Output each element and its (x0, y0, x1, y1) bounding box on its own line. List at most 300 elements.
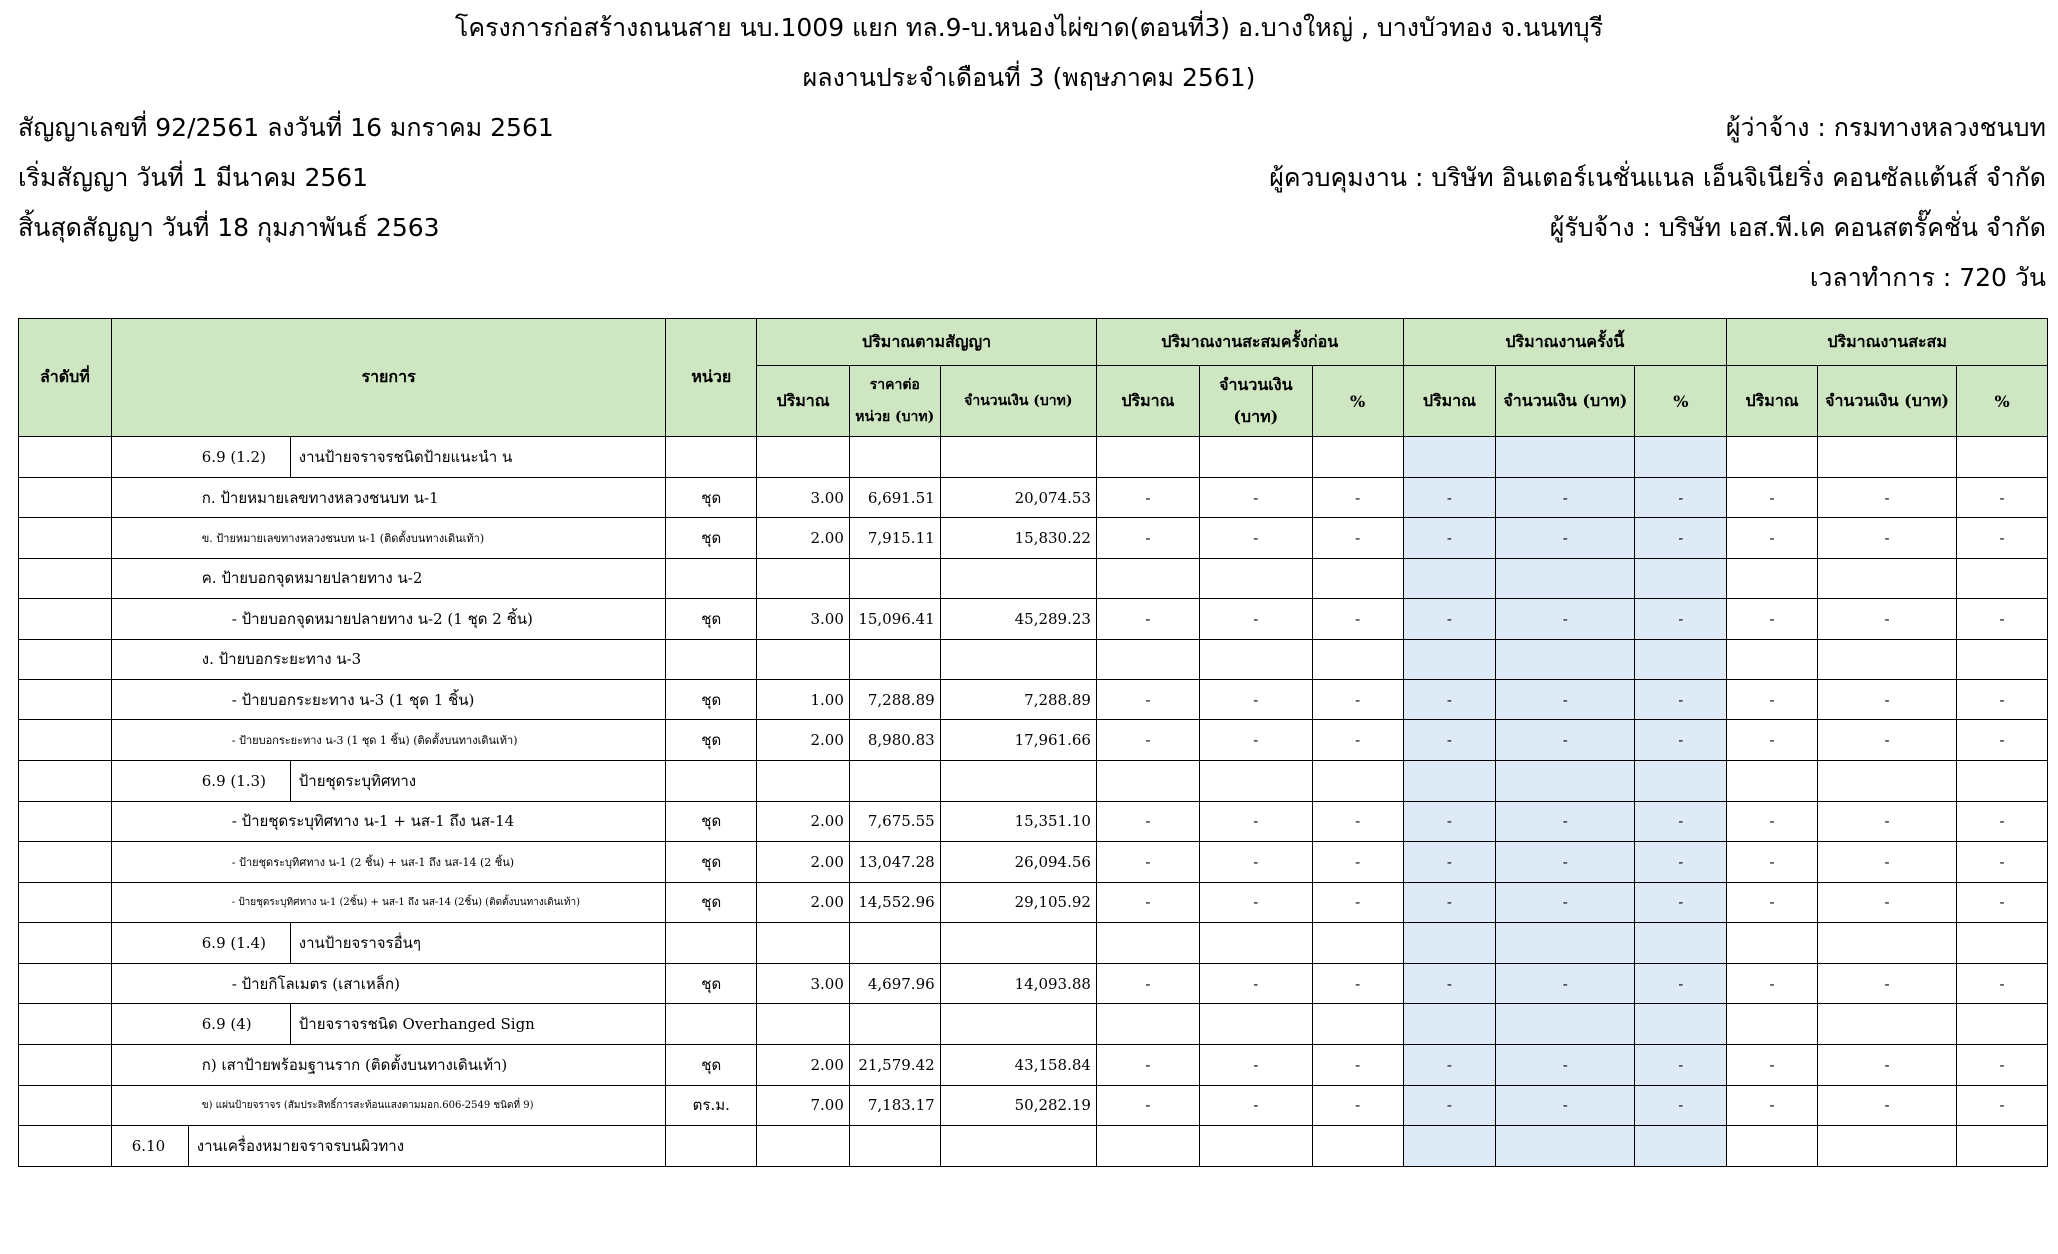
empty-cell (1403, 922, 1496, 963)
empty-cell (19, 1126, 112, 1167)
empty-cell (1957, 1004, 2048, 1045)
item-qty: 2.00 (757, 518, 850, 558)
empty-cell (1096, 1004, 1199, 1045)
report-subtitle: ผลงานประจำเดือนที่ 3 (พฤษภาคม 2561) (802, 63, 1256, 92)
dash-cell: - (1096, 882, 1199, 922)
dash-cell: - (1312, 679, 1403, 719)
empty-cell (1957, 558, 2048, 598)
sub-qty: ปริมาณ (1727, 366, 1818, 437)
section-label: งานป้ายจราจรอื่นๆ (290, 923, 421, 963)
empty-cell (940, 760, 1096, 801)
empty-cell (666, 437, 757, 478)
dash-cell: - (1312, 1085, 1403, 1125)
dash-cell: - (1096, 1045, 1199, 1085)
item-unit: ชุด (666, 679, 757, 719)
empty-cell (666, 558, 757, 598)
dash-cell: - (1199, 801, 1312, 841)
dash-cell: - (1403, 720, 1496, 760)
dash-cell: - (1727, 1045, 1818, 1085)
dash-cell: - (1312, 1045, 1403, 1085)
dash-cell: - (1096, 478, 1199, 518)
item-description: ข) แผ่นป้ายจราจร (สัมประสิทธิ์การสะท้อนแสงตามมอก.606-2549 ชนิดที่ 9) (111, 1085, 666, 1125)
dash-cell: - (1727, 518, 1818, 558)
empty-cell (1817, 922, 1956, 963)
dash-cell: - (1496, 599, 1635, 639)
empty-cell (19, 599, 112, 639)
empty-cell (1496, 558, 1635, 598)
dash-cell: - (1817, 842, 1956, 882)
dash-cell: - (1496, 518, 1635, 558)
item-description: ข. ป้ายหมายเลขทางหลวงชนบท น-1 (ติดตั้งบนทางเดินเท้า) (111, 518, 666, 558)
dash-cell: - (1957, 478, 2048, 518)
item-qty: 2.00 (757, 1045, 850, 1085)
dash-cell: - (1199, 882, 1312, 922)
sub-amount: จำนวนเงิน (บาท) (1199, 366, 1312, 437)
empty-cell (1403, 437, 1496, 478)
empty-cell (19, 437, 112, 478)
table-row (19, 801, 2048, 841)
dash-cell: - (1403, 599, 1496, 639)
header-no: ลำดับที่ (19, 319, 112, 437)
empty-cell (19, 1004, 112, 1045)
sub-qty: ปริมาณ (1096, 366, 1199, 437)
item-unit-price: 7,915.11 (849, 518, 940, 558)
empty-cell (19, 760, 112, 801)
dash-cell: - (1635, 1045, 1727, 1085)
empty-cell (1312, 922, 1403, 963)
empty-cell (940, 639, 1096, 679)
sub-qty: ปริมาณ (1403, 366, 1496, 437)
dash-cell: - (1096, 801, 1199, 841)
empty-cell (1957, 760, 2048, 801)
report-title: โครงการก่อสร้างถนนสาย นบ.1009 แยก ทล.9-บ.หนองไผ่ขาด(ตอนที่3) อ.บางใหญ่ , บางบัวทอง จ.นนทบุรี (454, 13, 1604, 42)
item-unit: ชุด (666, 842, 757, 882)
empty-cell (1817, 558, 1956, 598)
empty-cell (757, 1126, 850, 1167)
empty-cell (19, 842, 112, 882)
item-unit: ชุด (666, 720, 757, 760)
dash-cell: - (1312, 882, 1403, 922)
empty-cell (19, 801, 112, 841)
empty-cell (666, 1004, 757, 1045)
dash-cell: - (1403, 478, 1496, 518)
dash-cell: - (1957, 801, 2048, 841)
empty-cell (1957, 437, 2048, 478)
item-amount: 14,093.88 (940, 963, 1096, 1003)
contract-end: สิ้นสุดสัญญา วันที่ 18 กุมภาพันธ์ 2563 (18, 213, 440, 242)
empty-cell (1403, 1004, 1496, 1045)
item-unit-price: 21,579.42 (849, 1045, 940, 1085)
empty-cell (1817, 437, 1956, 478)
empty-cell (1957, 1126, 2048, 1167)
empty-cell (849, 760, 940, 801)
empty-cell (666, 1126, 757, 1167)
item-amount: 15,830.22 (940, 518, 1096, 558)
duration: เวลาทำการ : 720 วัน (1809, 263, 2046, 292)
empty-cell (1199, 1126, 1312, 1167)
item-description: - ป้ายชุดระบุทิศทาง น-1 + นส-1 ถึง นส-14 (111, 801, 666, 841)
dash-cell: - (1403, 1045, 1496, 1085)
item-qty: 3.00 (757, 478, 850, 518)
dash-cell: - (1817, 882, 1956, 922)
item-qty: 2.00 (757, 882, 850, 922)
empty-cell (1312, 1126, 1403, 1167)
dash-cell: - (1957, 1085, 2048, 1125)
item-amount: 45,289.23 (940, 599, 1096, 639)
section-label: งานป้ายจราจรชนิดป้ายแนะนำ น (290, 437, 512, 477)
empty-cell (849, 639, 940, 679)
header-this-period: ปริมาณงานครั้งนี้ (1403, 319, 1727, 366)
empty-cell (849, 1004, 940, 1045)
item-description: - ป้ายบอกระยะทาง น-3 (1 ชุด 1 ชิ้น) (111, 679, 666, 719)
empty-cell (1403, 1126, 1496, 1167)
dash-cell: - (1312, 599, 1403, 639)
empty-cell (1727, 922, 1818, 963)
item-amount: 20,074.53 (940, 478, 1096, 518)
empty-cell (940, 437, 1096, 478)
empty-cell (849, 437, 940, 478)
dash-cell: - (1727, 1085, 1818, 1125)
table-row (19, 842, 2048, 882)
empty-cell (1312, 558, 1403, 598)
dash-cell: - (1635, 1085, 1727, 1125)
empty-cell (1496, 922, 1635, 963)
item-unit: ชุด (666, 963, 757, 1003)
dash-cell: - (1496, 1085, 1635, 1125)
item-qty: 7.00 (757, 1085, 850, 1125)
table-row (19, 679, 2048, 719)
section-code: 6.9 (4) (201, 1015, 252, 1034)
dash-cell: - (1096, 599, 1199, 639)
empty-cell (1096, 639, 1199, 679)
section-code: 6.9 (1.3) (201, 771, 266, 790)
empty-cell (940, 1126, 1096, 1167)
empty-cell (666, 922, 757, 963)
table-row (19, 437, 2048, 478)
dash-cell: - (1096, 842, 1199, 882)
section-code: 6.10 (131, 1137, 166, 1156)
empty-cell (19, 963, 112, 1003)
empty-cell (849, 558, 940, 598)
dash-cell: - (1727, 882, 1818, 922)
dash-cell: - (1496, 679, 1635, 719)
dash-cell: - (1957, 842, 2048, 882)
empty-cell (757, 558, 850, 598)
item-unit: ชุด (666, 1045, 757, 1085)
empty-cell (1096, 1126, 1199, 1167)
contract-number: สัญญาเลขที่ 92/2561 ลงวันที่ 16 มกราคม 2561 (18, 113, 554, 142)
table-row (19, 1085, 2048, 1125)
empty-cell (19, 639, 112, 679)
dash-cell: - (1403, 801, 1496, 841)
dash-cell: - (1496, 801, 1635, 841)
empty-cell (1727, 558, 1818, 598)
empty-cell (940, 558, 1096, 598)
empty-cell (757, 922, 850, 963)
empty-cell (1727, 437, 1818, 478)
empty-cell (19, 1045, 112, 1085)
dash-cell: - (1096, 720, 1199, 760)
dash-cell: - (1635, 882, 1727, 922)
empty-cell (1199, 639, 1312, 679)
empty-cell (1312, 760, 1403, 801)
empty-cell (1727, 760, 1818, 801)
item-unit: ชุด (666, 478, 757, 518)
item-heading: ง. ป้ายบอกระยะทาง น-3 (111, 639, 666, 679)
table-row (19, 599, 2048, 639)
dash-cell: - (1817, 679, 1956, 719)
empty-cell (1727, 1004, 1818, 1045)
dash-cell: - (1403, 963, 1496, 1003)
dash-cell: - (1096, 963, 1199, 1003)
empty-cell (19, 478, 112, 518)
item-qty: 3.00 (757, 963, 850, 1003)
dash-cell: - (1096, 1085, 1199, 1125)
empty-cell (757, 1004, 850, 1045)
empty-cell (1635, 558, 1727, 598)
dash-cell: - (1635, 963, 1727, 1003)
empty-cell (19, 922, 112, 963)
empty-cell (1635, 922, 1727, 963)
empty-cell (1635, 760, 1727, 801)
empty-cell (1727, 639, 1818, 679)
dash-cell: - (1312, 478, 1403, 518)
dash-cell: - (1957, 599, 2048, 639)
dash-cell: - (1957, 518, 2048, 558)
empty-cell (1496, 437, 1635, 478)
dash-cell: - (1199, 842, 1312, 882)
empty-cell (1403, 760, 1496, 801)
dash-cell: - (1312, 801, 1403, 841)
empty-cell (19, 558, 112, 598)
item-qty: 2.00 (757, 720, 850, 760)
dash-cell: - (1403, 518, 1496, 558)
dash-cell: - (1096, 518, 1199, 558)
header-accumulated: ปริมาณงานสะสม (1727, 319, 2048, 366)
item-qty: 3.00 (757, 599, 850, 639)
section-label: ป้ายชุดระบุทิศทาง (290, 761, 416, 801)
header-contract-quantity: ปริมาณตามสัญญา (757, 319, 1097, 366)
item-unit-price: 4,697.96 (849, 963, 940, 1003)
item-unit: ชุด (666, 801, 757, 841)
item-heading: ค. ป้ายบอกจุดหมายปลายทาง น-2 (111, 558, 666, 598)
item-description: - ป้ายกิโลเมตร (เสาเหล็ก) (111, 963, 666, 1003)
table-row (19, 558, 2048, 598)
dash-cell: - (1727, 478, 1818, 518)
dash-cell: - (1312, 963, 1403, 1003)
item-unit: ตร.ม. (666, 1085, 757, 1125)
empty-cell (757, 760, 850, 801)
dash-cell: - (1957, 720, 2048, 760)
dash-cell: - (1635, 720, 1727, 760)
empty-cell (1817, 1004, 1956, 1045)
header-item: รายการ (111, 319, 666, 437)
item-qty: 2.00 (757, 842, 850, 882)
item-description: - ป้ายบอกระยะทาง น-3 (1 ชุด 1 ชิ้น) (ติดตั้งบนทางเดินเท้า) (111, 720, 666, 760)
item-unit: ชุด (666, 882, 757, 922)
sub-pct: % (1312, 366, 1403, 437)
empty-cell (1817, 760, 1956, 801)
sub-pct: % (1635, 366, 1727, 437)
empty-cell (1635, 1004, 1727, 1045)
dash-cell: - (1635, 478, 1727, 518)
dash-cell: - (1403, 1085, 1496, 1125)
item-amount: 7,288.89 (940, 679, 1096, 719)
dash-cell: - (1817, 599, 1956, 639)
item-unit-price: 6,691.51 (849, 478, 940, 518)
dash-cell: - (1199, 599, 1312, 639)
dash-cell: - (1957, 1045, 2048, 1085)
table-row (19, 1126, 2048, 1167)
table-row (19, 882, 2048, 922)
dash-cell: - (1096, 679, 1199, 719)
dash-cell: - (1817, 478, 1956, 518)
table-row (19, 478, 2048, 518)
item-description: ก. ป้ายหมายเลขทางหลวงชนบท น-1 (111, 478, 666, 518)
progress-table (18, 318, 2048, 1167)
dash-cell: - (1817, 720, 1956, 760)
empty-cell (1096, 558, 1199, 598)
dash-cell: - (1727, 679, 1818, 719)
table-row (19, 922, 2048, 963)
dash-cell: - (1199, 679, 1312, 719)
item-amount: 29,105.92 (940, 882, 1096, 922)
dash-cell: - (1312, 720, 1403, 760)
empty-cell (1957, 922, 2048, 963)
item-amount: 17,961.66 (940, 720, 1096, 760)
table-row (19, 518, 2048, 558)
empty-cell (1635, 437, 1727, 478)
item-description: - ป้ายชุดระบุทิศทาง น-1 (2ชิ้น) + นส-1 ถึง นส-14 (2ชิ้น) (ติดตั้งบนทางเดินเท้า) (111, 882, 666, 922)
empty-cell (1199, 1004, 1312, 1045)
dash-cell: - (1199, 720, 1312, 760)
empty-cell (1096, 922, 1199, 963)
dash-cell: - (1199, 963, 1312, 1003)
item-unit-price: 7,288.89 (849, 679, 940, 719)
dash-cell: - (1817, 1045, 1956, 1085)
item-description: ก) เสาป้ายพร้อมฐานราก (ติดตั้งบนทางเดินเท้า) (111, 1045, 666, 1085)
table-row (19, 760, 2048, 801)
empty-cell (1199, 760, 1312, 801)
empty-cell (1403, 639, 1496, 679)
supervisor: ผู้ควบคุมงาน : บริษัท อินเตอร์เนชั่นแนล เอ็นจิเนียริ่ง คอนซัลแต้นส์ จำกัด (1269, 163, 2046, 192)
dash-cell: - (1403, 882, 1496, 922)
empty-cell (1312, 437, 1403, 478)
sub-amount: จำนวนเงิน (บาท) (940, 366, 1096, 437)
dash-cell: - (1727, 720, 1818, 760)
dash-cell: - (1496, 720, 1635, 760)
item-unit-price: 13,047.28 (849, 842, 940, 882)
sub-amount: จำนวนเงิน (บาท) (1496, 366, 1635, 437)
dash-cell: - (1199, 1045, 1312, 1085)
table-row (19, 720, 2048, 760)
table-row (19, 963, 2048, 1003)
item-amount: 43,158.84 (940, 1045, 1096, 1085)
sub-qty: ปริมาณ (757, 366, 850, 437)
empty-cell (1199, 437, 1312, 478)
table-row (19, 639, 2048, 679)
empty-cell (1727, 1126, 1818, 1167)
dash-cell: - (1496, 963, 1635, 1003)
empty-cell (1199, 558, 1312, 598)
item-unit-price: 7,675.55 (849, 801, 940, 841)
table-row (19, 1004, 2048, 1045)
dash-cell: - (1727, 801, 1818, 841)
empty-cell (19, 1085, 112, 1125)
dash-cell: - (1817, 1085, 1956, 1125)
contract-start: เริ่มสัญญา วันที่ 1 มีนาคม 2561 (18, 163, 369, 192)
dash-cell: - (1635, 842, 1727, 882)
dash-cell: - (1727, 599, 1818, 639)
empty-cell (940, 1004, 1096, 1045)
empty-cell (757, 437, 850, 478)
dash-cell: - (1199, 1085, 1312, 1125)
item-unit-price: 15,096.41 (849, 599, 940, 639)
table-row (19, 1045, 2048, 1085)
item-unit: ชุด (666, 518, 757, 558)
dash-cell: - (1312, 842, 1403, 882)
item-amount: 15,351.10 (940, 801, 1096, 841)
contractor: ผู้รับจ้าง : บริษัท เอส.พี.เค คอนสตรั๊คชั่น จำกัด (1549, 213, 2046, 242)
empty-cell (1496, 760, 1635, 801)
dash-cell: - (1635, 679, 1727, 719)
item-qty: 2.00 (757, 801, 850, 841)
employer: ผู้ว่าจ้าง : กรมทางหลวงชนบท (1725, 113, 2046, 142)
empty-cell (1496, 1004, 1635, 1045)
empty-cell (1199, 922, 1312, 963)
item-amount: 50,282.19 (940, 1085, 1096, 1125)
dash-cell: - (1635, 599, 1727, 639)
header-unit: หน่วย (666, 319, 757, 437)
item-qty: 1.00 (757, 679, 850, 719)
empty-cell (1312, 639, 1403, 679)
empty-cell (1635, 1126, 1727, 1167)
empty-cell (19, 518, 112, 558)
sub-unit-price: ราคาต่อ หน่วย (บาท) (849, 366, 940, 437)
sub-pct: % (1957, 366, 2048, 437)
item-unit-price: 8,980.83 (849, 720, 940, 760)
dash-cell: - (1199, 478, 1312, 518)
dash-cell: - (1957, 882, 2048, 922)
empty-cell (19, 679, 112, 719)
item-unit: ชุด (666, 599, 757, 639)
item-unit-price: 7,183.17 (849, 1085, 940, 1125)
dash-cell: - (1727, 842, 1818, 882)
sub-amount: จำนวนเงิน (บาท) (1817, 366, 1956, 437)
empty-cell (1096, 760, 1199, 801)
dash-cell: - (1496, 842, 1635, 882)
item-description: - ป้ายชุดระบุทิศทาง น-1 (2 ชิ้น) + นส-1 ถึง นส-14 (2 ชิ้น) (111, 842, 666, 882)
dash-cell: - (1496, 1045, 1635, 1085)
empty-cell (19, 720, 112, 760)
dash-cell: - (1403, 679, 1496, 719)
dash-cell: - (1957, 679, 2048, 719)
dash-cell: - (1496, 478, 1635, 518)
dash-cell: - (1312, 518, 1403, 558)
empty-cell (19, 882, 112, 922)
empty-cell (1403, 558, 1496, 598)
empty-cell (1957, 639, 2048, 679)
dash-cell: - (1635, 518, 1727, 558)
empty-cell (849, 1126, 940, 1167)
empty-cell (1817, 1126, 1956, 1167)
empty-cell (757, 639, 850, 679)
empty-cell (1496, 639, 1635, 679)
section-label: งานเครื่องหมายจราจรบนผิวทาง (188, 1126, 404, 1166)
empty-cell (1496, 1126, 1635, 1167)
dash-cell: - (1957, 963, 2048, 1003)
dash-cell: - (1635, 801, 1727, 841)
